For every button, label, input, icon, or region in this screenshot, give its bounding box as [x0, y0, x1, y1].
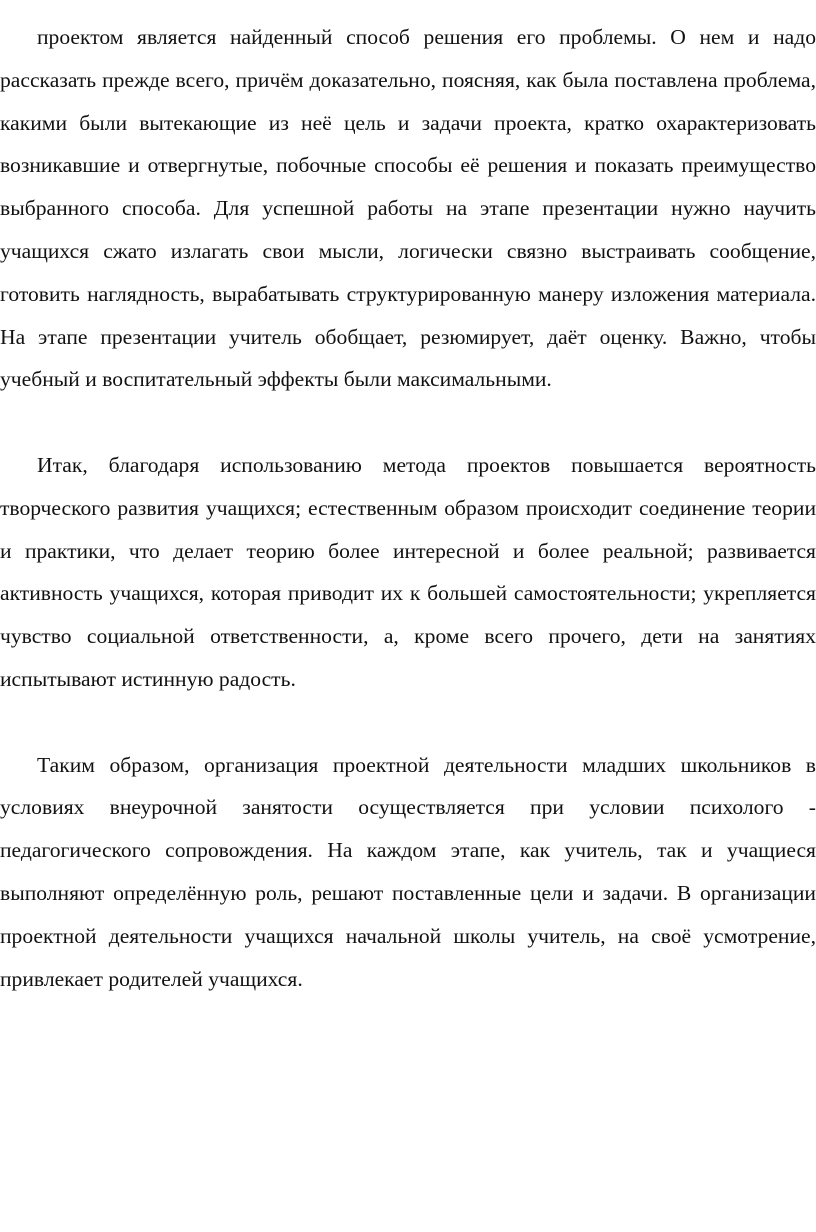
- document-page: [0, 16, 816, 1000]
- paragraph-presentation-stage: проектом является найденный способ решения его проблемы. О нем и надо рассказать прежде всего, причём доказательно, поясняя, как была поставлена проблема, какими были вытекающие из неё цель и задачи проекта, кратко охарактеризовать возникавшие и отвергнутые, побочные способы её решения и показать преимущество выбранного способа. Для успешной работы на этапе презентации нужно научить учащихся сжато излагать свои мысли, логически связно выстраивать сообщение, готовить наглядность, вырабатывать структурированную манеру изложения материала. На этапе презентации учитель обобщает, резюмирует, даёт оценку. Важно, чтобы учебный и воспитательный эффекты были максимальными.: [0, 25, 816, 392]
- paragraph-spacer: [0, 701, 816, 744]
- paragraph-spacer: [0, 401, 816, 444]
- paragraph-conclusion: Таким образом, организация проектной деятельности младших школьников в условиях внеурочной занятости осуществляется при условии психолого - педагогического сопровождения. На каждом этапе, как учитель, так и учащиеся выполняют определённую роль, решают поставленные цели и задачи. В организации проектной деятельности учащихся начальной школы учитель, на своё усмотрение, привлекает родителей учащихся.: [0, 752, 816, 991]
- paragraph-project-method-benefits: Итак, благодаря использованию метода проектов повышается вероятность творческого развития учащихся; естественным образом происходит соединение теории и практики, что делает теорию более интересной и более реальной; развивается активность учащихся, которая приводит их к большей самостоятельности; укрепляется чувство социальной ответственности, а, кроме всего прочего, дети на занятиях испытывают истинную радость.: [0, 452, 816, 691]
